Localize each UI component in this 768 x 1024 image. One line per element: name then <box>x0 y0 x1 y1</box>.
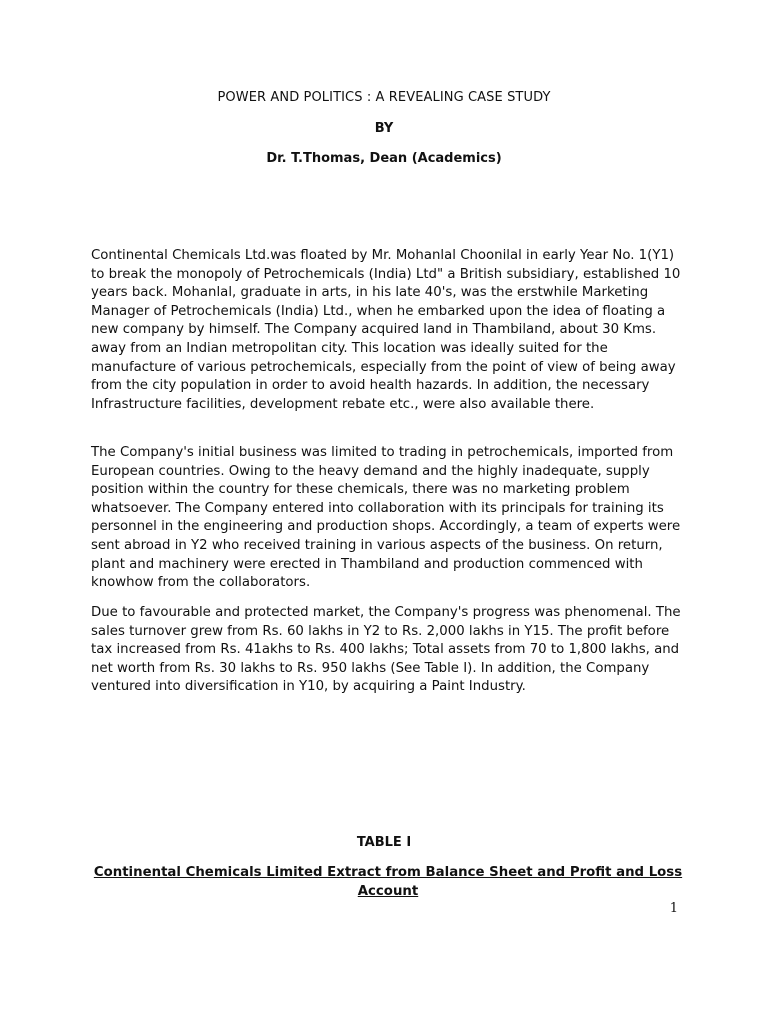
page-number: 1 <box>669 901 678 916</box>
author-name: Dr. T.Thomas, Dean (Academics) <box>266 151 502 166</box>
table-label: TABLE I <box>356 835 412 850</box>
paragraph-intro: Continental Chemicals Ltd.was floated by Mr. Mohanlal Choonilal in early Year No. 1(Y1) to break the monopoly of Petrochemicals (India) Ltd" a British subsidiary, established 10 years back. Mohanlal, graduate in arts, in his late 40's, was the erstwhile Marketing Manager of Petrochemicals (India) Ltd., when he embarked upon the idea of floating a new company by himself. The Company acquired land in Thambiland, about 30 Kms. away from an Indian metropolitan city. This location was ideally suited for the manufacture of various petrochemicals, especially from the point of view of being away from the city population in order to avoid health hazards. In addition, the necessary Infrastructure facilities, development rebate etc., were also available there. <box>91 248 681 412</box>
table-caption: Continental Chemicals Limited Extract from Balance Sheet and Profit and Loss Account <box>93 865 683 899</box>
paragraph-progress: Due to favourable and protected market, the Company's progress was phenomenal. The sales turnover grew from Rs. 60 lakhs in Y2 to Rs. 2,000 lakhs in Y15. The profit before tax increased from Rs. 41akhs to Rs. 400 lakhs; Total assets from 70 to 1,800 lakhs, and net worth from Rs. 30 lakhs to Rs. 950 lakhs (See Table I). In addition, the Company ventured into diversification in Y10, by acquiring a Paint Industry. <box>91 605 681 695</box>
paragraph-business: The Company's initial business was limited to trading in petrochemicals, imported from European countries. Owing to the heavy demand and the highly inadequate, supply position within the country for these chemicals, there was no marketing problem whatsoever. The Company entered into collaboration with its principals for training its personnel in the engineering and production shops. Accordingly, a team of experts were sent abroad in Y2 who received training in various aspects of the business. On return, plant and machinery were erected in Thambiland and production commenced with knowhow from the collaborators. <box>91 445 681 591</box>
document-title: POWER AND POLITICS : A REVEALING CASE STUDY <box>217 90 551 105</box>
byline-label: BY <box>374 121 394 136</box>
